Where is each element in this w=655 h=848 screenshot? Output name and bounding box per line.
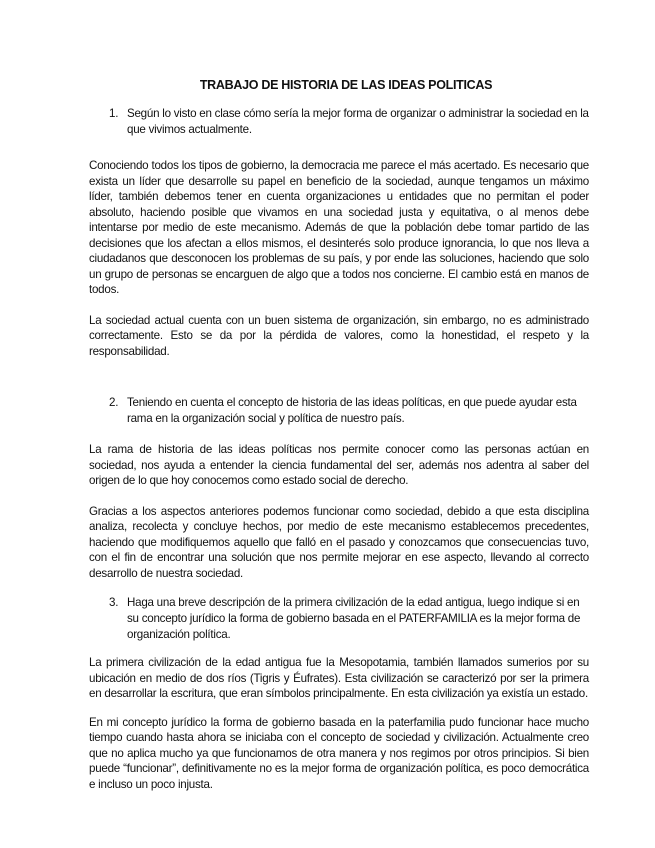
answer-paragraph: La primera civilización de la edad antigua fue la Mesopotamia, también llamados sumerios por su ubicación en medio de dos ríos (Tigris y Éufrates). Esta civilización se caracterizó por ser la primera en desarrollar la escritura, que eran símbolos principalmente. En esta civilización ya existía un estado. [89,656,589,700]
question-number: 1. [109,107,119,120]
question-2 [109,395,589,427]
question-1 [109,106,589,138]
question-number: 3. [109,596,119,609]
answer-paragraph: Conociendo todos los tipos de gobierno, la democracia me parece el más acertado. Es necesario que exista un líder que desarrolle su papel en beneficio de la sociedad, aunque tengamos un máximo líder, también debemos tener en cuenta organizaciones u entidades que no permitan el poder absoluto, haciendo posible que vivamos en una sociedad justa y equitativa, o al menos debe intentarse por medio de este mecanismo. Además de que la población debe tomar partido de las decisiones que los afectan a ellos mismos, el desinterés solo produce ignorancia, lo que nos lleva a ciudadanos que desconocen los problemas de su país, y por ende las soluciones, haciendo que solo un grupo de personas se encarguen de algo que a todos nos concierne. El cambio está en manos de todos. [89,159,589,296]
answer-paragraph: La rama de historia de las ideas políticas nos permite conocer como las personas actúan en sociedad, nos ayuda a entender la ciencia fundamental del ser, además nos adentra al saber del origen de lo que hoy conocemos como estado social de derecho. [89,443,589,487]
answer-paragraph: Gracias a los aspectos anteriores podemos funcionar como sociedad, debido a que esta disciplina analiza, recolecta y concluye hechos, por medio de este mecanismo establecemos precedentes, haciendo que modifiquemos aquello que falló en el pasado y conozcamos que consecuencias tuvo, con el fin de encontrar una solución que nos permite mejorar en ese aspecto, llevando al correcto desarrollo de nuestra sociedad. [89,504,589,580]
answer-paragraph: En mi concepto jurídico la forma de gobierno basada en la paterfamilia pudo funcionar hace mucho tiempo cuando hasta ahora se iniciaba con el concepto de sociedad y civilización. Actualmente creo que no aplica mucho ya que funcionamos de otra manera y nos regimos por otros principios. Si bien puede “funcionar”, definitivamente no es la mejor forma de organización política, es poco democrática e incluso un poco injusta. [89,715,589,791]
document-title: TRABAJO DE HISTORIA DE LAS IDEAS POLITICAS [199,78,493,92]
question-text: Haga una breve descripción de la primera civilización de la edad antigua, luego indique si en su concepto jurídico la forma de gobierno basada en el PATERFAMILIA es la mejor forma de organización política. [127,596,581,641]
question-text: Según lo visto en clase cómo sería la mejor forma de organizar o administrar la sociedad en la que vivimos actualmente. [127,107,589,136]
answer-paragraph: La sociedad actual cuenta con un buen sistema de organización, sin embargo, no es administrado correctamente. Esto se da por la pérdida de valores, como la honestidad, el respeto y la responsabilidad. [89,313,589,358]
question-number: 2. [109,396,119,409]
question-3 [109,595,589,643]
question-text: Teniendo en cuenta el concepto de historia de las ideas políticas, en que puede ayudar esta rama en la organización social y política de nuestro país. [127,396,577,425]
